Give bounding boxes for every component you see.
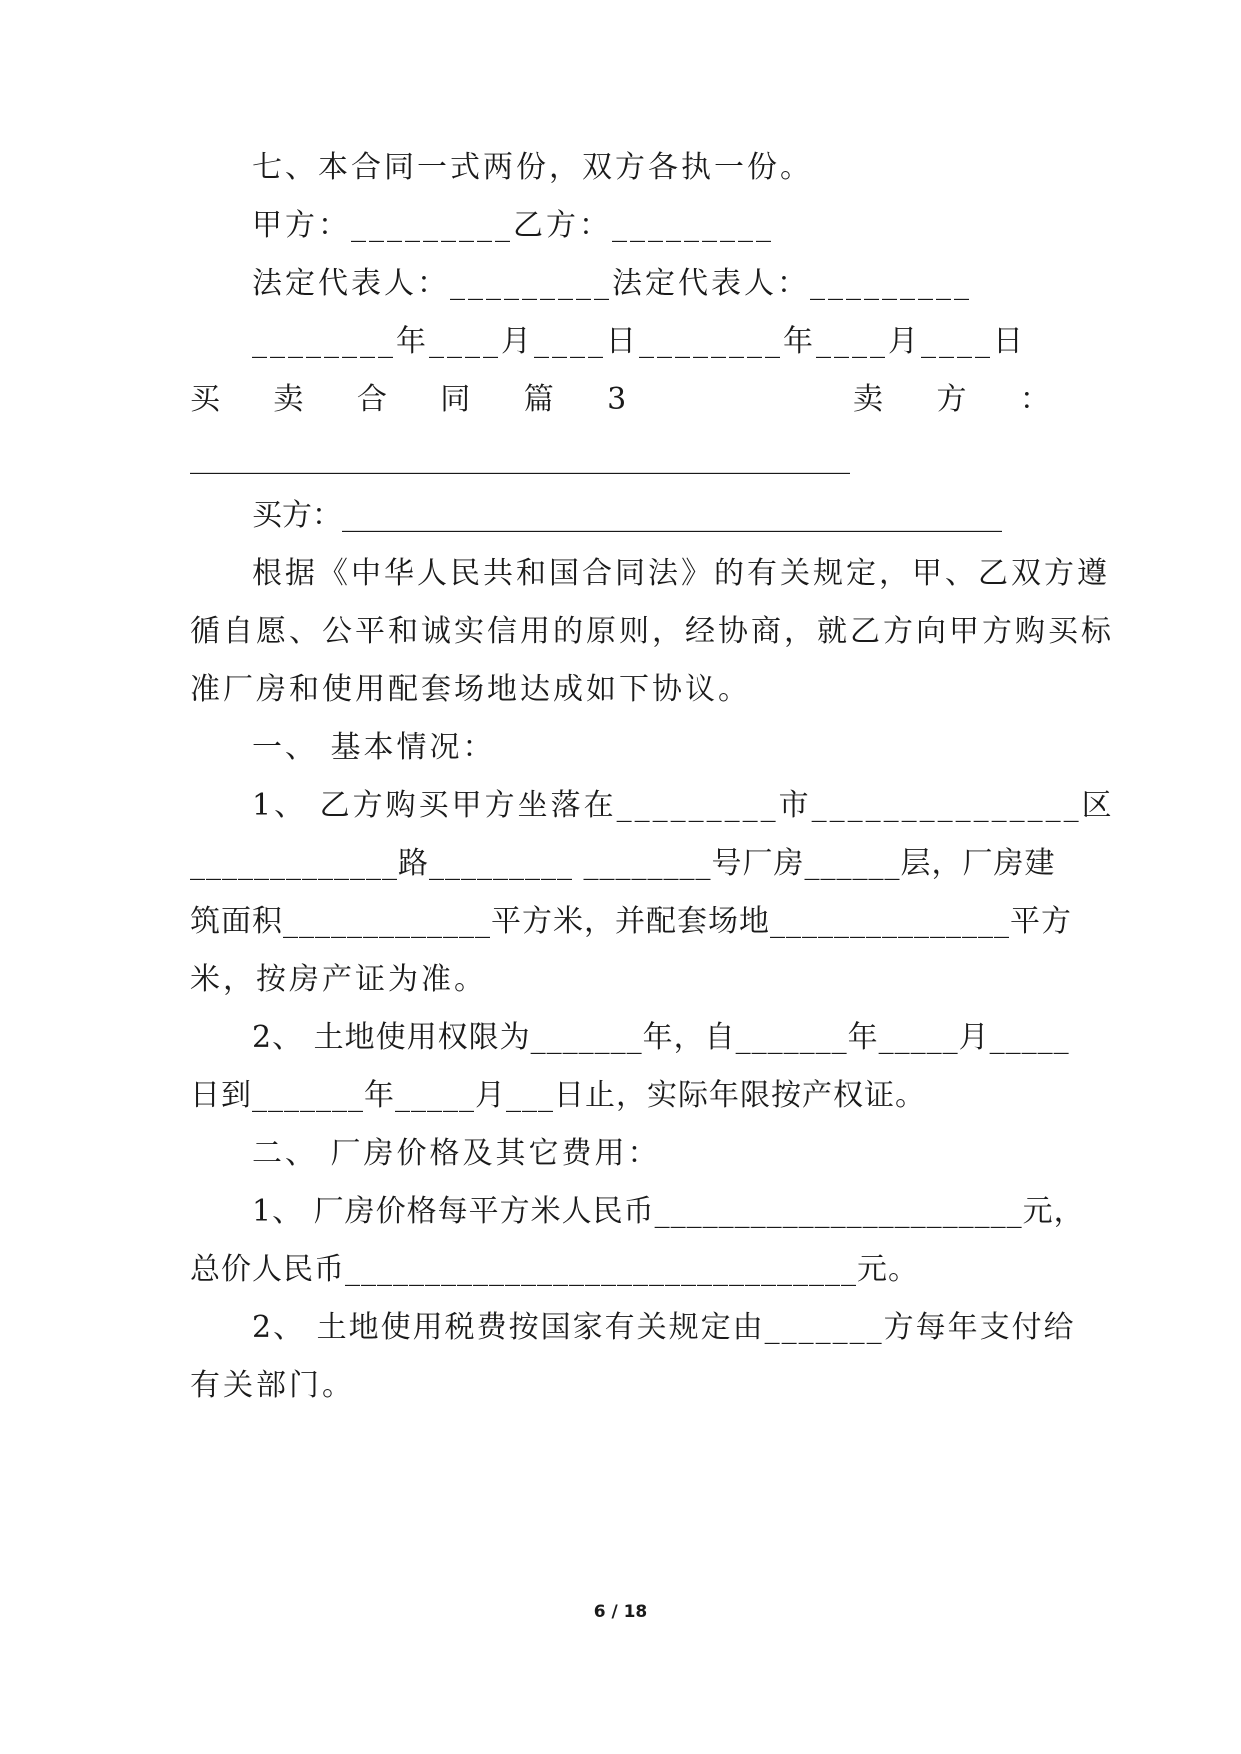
section-two-heading: 二、 厂房价格及其它费用： <box>252 1136 661 1171</box>
heading-char: ： <box>1019 382 1050 417</box>
item-2-line-2: 日到_______年_____月___日止，实际年限按产权证。 <box>190 1078 926 1113</box>
heading-char: 3 <box>607 382 627 417</box>
heading-char: 同 <box>440 382 471 417</box>
party-a-b-line: 甲方：_________乙方：_________ <box>252 208 774 243</box>
heading-char: 买 <box>190 382 220 417</box>
item-1-line-4: 米，按房产证为准。 <box>190 962 487 997</box>
section-one-heading: 一、 基本情况： <box>252 730 496 765</box>
heading-char: 合 <box>356 382 387 417</box>
date-line: ________年____月____日________年____月____日 <box>252 324 1026 359</box>
tax-line-2: 有关部门。 <box>190 1368 355 1403</box>
heading-char: 卖 <box>853 382 884 417</box>
page-number: 6 / 18 <box>593 1602 648 1622</box>
seller-blank-line: ____________________________________________ <box>190 440 850 475</box>
item-1-line-3: 筑面积_____________平方米，并配套场地_______________平方 <box>190 904 1072 939</box>
item-1-line-2: _____________路_________ ________号厂房______层，厂房建 <box>190 846 1056 881</box>
intro-paragraph-line-1: 根据《中华人民共和国合同法》的有关规定，甲、乙双方遵 <box>252 556 1110 591</box>
clause-seven: 七、本合同一式两份，双方各执一份。 <box>252 150 813 185</box>
intro-paragraph-line-3: 准厂房和使用配套场地达成如下协议。 <box>190 672 751 707</box>
price-line-2: 总价人民币________________________________元。 <box>190 1252 919 1287</box>
tax-line-1: 2、 土地使用税费按国家有关规定由_______方每年支付给 <box>252 1310 1076 1345</box>
intro-paragraph-line-2: 循自愿、公平和诚实信用的原则，经协商，就乙方向甲方购买标 <box>190 614 1114 649</box>
section-heading <box>190 380 1050 420</box>
heading-char: 篇 <box>523 382 554 417</box>
item-2-line-1: 2、 土地使用权限为_______年，自_______年_____月_____ <box>252 1020 1070 1055</box>
buyer-line: 买方：____________________________________________ <box>252 498 1002 533</box>
heading-gap <box>680 380 800 420</box>
price-line-1: 1、 厂房价格每平方米人民币_______________________元， <box>252 1194 1085 1229</box>
heading-char: 方 <box>936 382 967 417</box>
legal-rep-line: 法定代表人：_________法定代表人：_________ <box>252 266 972 301</box>
item-1-line-1: 1、 乙方购买甲方坐落在_________市_______________区 <box>252 788 1115 823</box>
heading-char: 卖 <box>273 382 304 417</box>
